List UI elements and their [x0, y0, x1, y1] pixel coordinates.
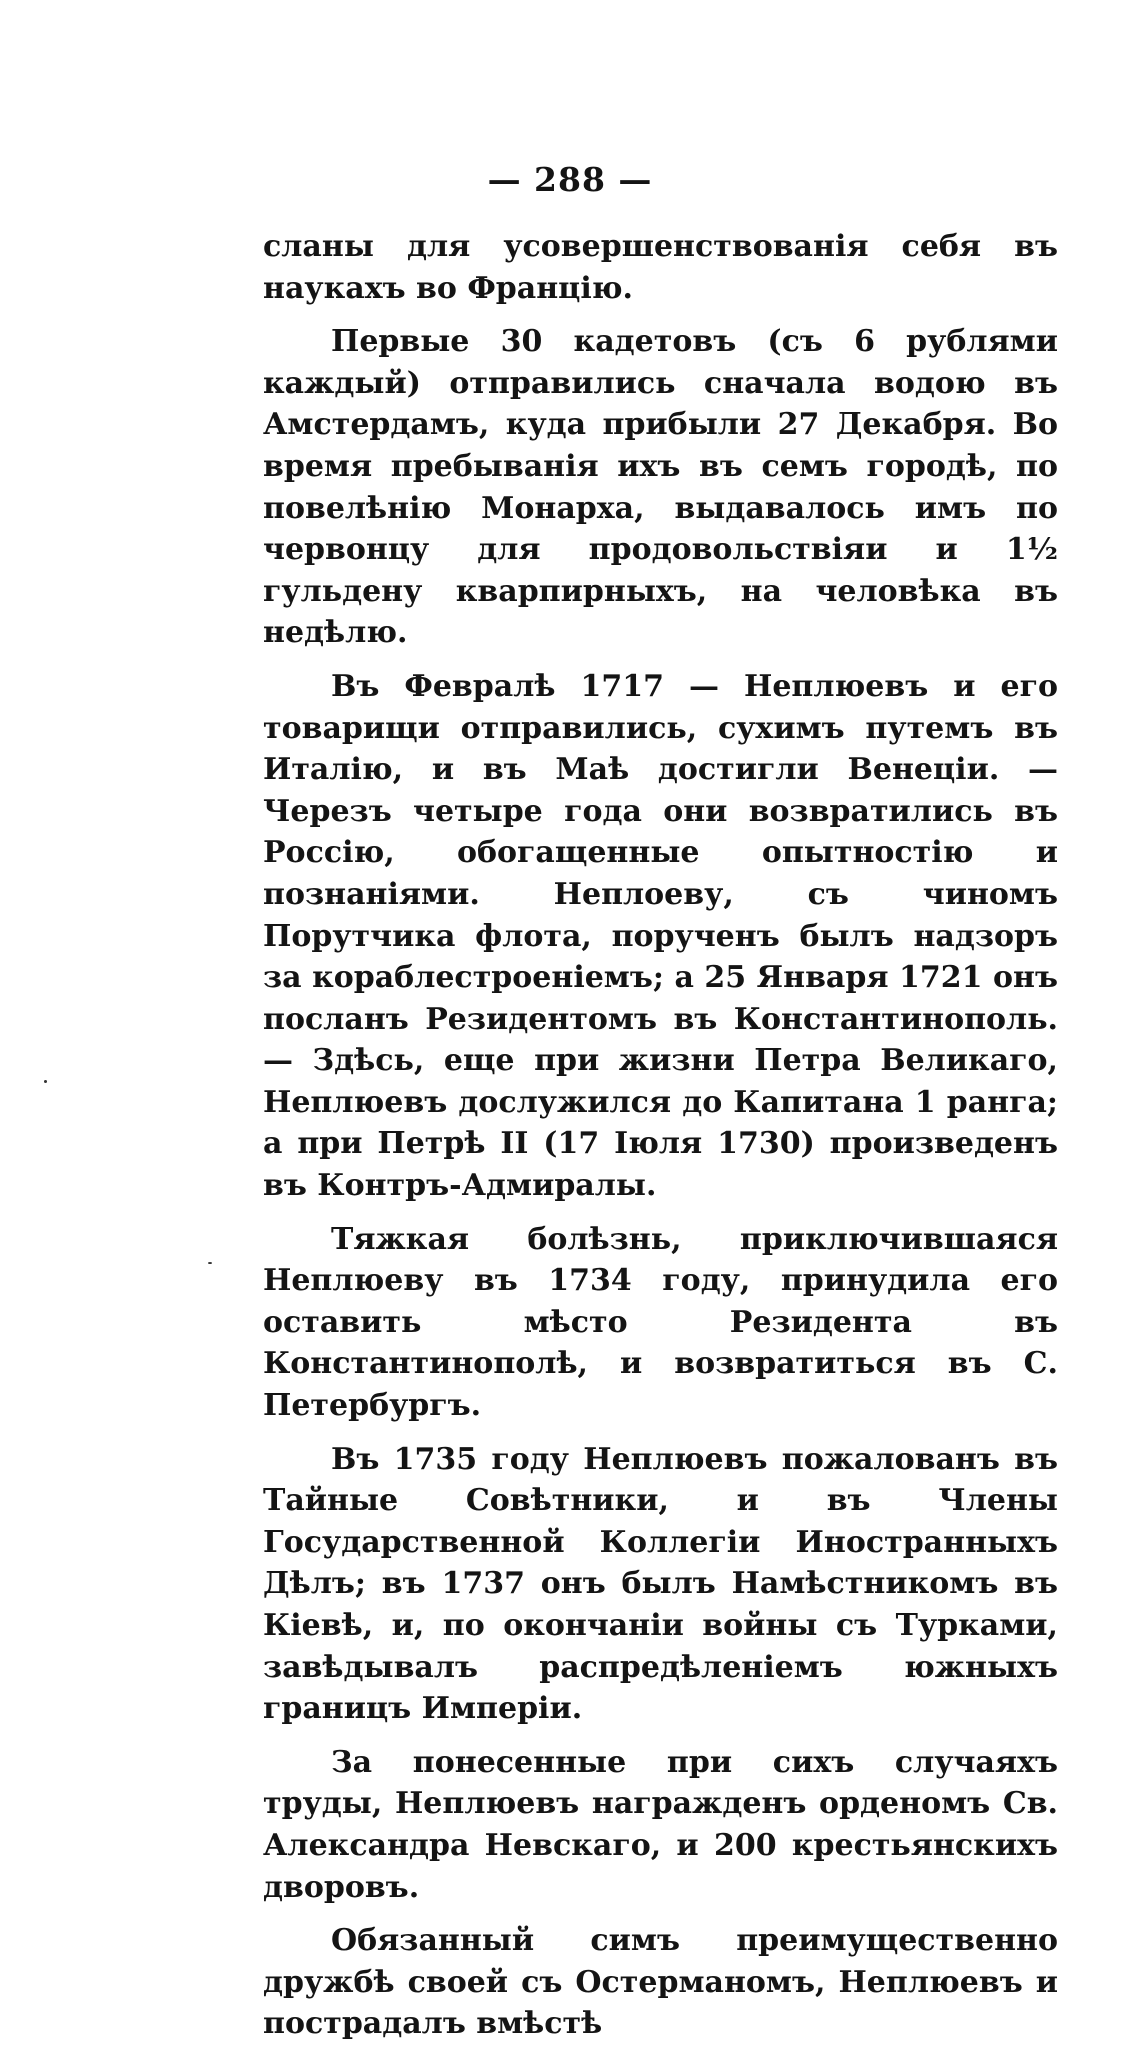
body-text: [263, 226, 1058, 2045]
paragraph-illness: Тяжкая болѣзнь, приключившаяся Неплюеву въ 1734 году, принудила его оставить мѣсто Резидента въ Константинополѣ, и возвратиться въ С. Петербургъ.: [263, 1221, 1058, 1424]
paragraph-osterman: Обязанный симъ преимущественно дружбѣ своей съ Остерманомъ, Неплюевъ и пострадалъ вмѣстѣ: [263, 1923, 1058, 2042]
paragraph-continuation: сланы для усовершенствованія себя въ наукахъ во Францію.: [263, 229, 1058, 306]
page-number: — 288 —: [487, 160, 653, 199]
print-speck: [44, 1080, 47, 1083]
paragraph-italy-journey: Въ Февралѣ 1717 — Неплюевъ и его товарищи отправились, сухимъ путемъ въ Италію, и въ Маѣ достигли Венеціи. — Черезъ четыре года они возвратились въ Россію, обогащенные опытностію и познаніями. Неплоеву, съ чиномъ Порутчика флота, порученъ былъ надзоръ за кораблестроеніемъ; а 25 Января 1721 онъ посланъ Резидентомъ въ Константинополь. — Здѣсь, еще при жизни Петра Великаго, Неплюевъ дослужился до Капитана 1 ранга; а при Петрѣ II (17 Іюля 1730) произведенъ въ Контръ-Адмиралы.: [263, 668, 1058, 1204]
print-speck: [208, 1262, 212, 1264]
paragraph-cadets-departure: Первые 30 кадетовъ (съ 6 рублями каждый) отправились сначала водою въ Амстердамъ, куда прибыли 27 Декабря. Во время пребыванія ихъ въ семъ городѣ, по повелѣнію Монарха, выдавалось имъ по червонцу для продовольствіяи и 1½ гульдену кварпирныхъ, на человѣка въ недѣлю.: [263, 324, 1058, 651]
paragraph-award: За понесенные при сихъ случаяхъ труды, Неплюевъ награжденъ орденомъ Св. Александра Невскаго, и 200 крестьянскихъ дворовъ.: [263, 1744, 1058, 1905]
paragraph-privy-councillor: Въ 1735 году Неплюевъ пожалованъ въ Тайные Совѣтники, и въ Члены Государственной Коллегіи Иностранныхъ Дѣлъ; въ 1737 онъ былъ Намѣстникомъ въ Кіевѣ, и, по окончаніи войны съ Турками, завѣдывалъ распредѣленіемъ южныхъ границъ Имперіи.: [263, 1441, 1058, 1727]
